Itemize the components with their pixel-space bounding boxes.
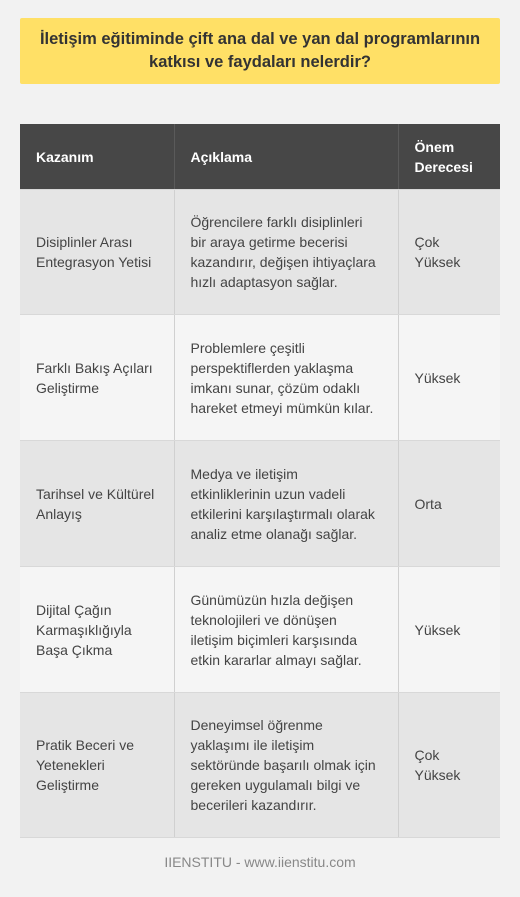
table-header-row (20, 124, 500, 190)
cell-aciklama: Günümüzün hızla değişen teknolojileri ve dönüşen iletişim biçimleri karşısında etkin kararlar almayı sağlar. (174, 567, 398, 693)
header-onem-derecesi: Önem Derecesi (398, 124, 500, 190)
cell-onem: Yüksek (398, 315, 500, 441)
table-row (20, 315, 500, 441)
comparison-table (20, 124, 500, 838)
cell-onem: Çok Yüksek (398, 693, 500, 838)
cell-kazanim: Tarihsel ve Kültürel Anlayış (20, 441, 174, 567)
cell-onem: Orta (398, 441, 500, 567)
cell-aciklama: Medya ve iletişim etkinliklerinin uzun vadeli etkilerini karşılaştırmalı olarak analiz etme olanağı sağlar. (174, 441, 398, 567)
cell-kazanim: Disiplinler Arası Entegrasyon Yetisi (20, 190, 174, 315)
footer-credit: IIENSTITU - www.iienstitu.com (164, 854, 356, 870)
page-title: İletişim eğitiminde çift ana dal ve yan dal programlarının katkısı ve faydaları nelerdir? (39, 30, 481, 71)
cell-aciklama: Öğrencilere farklı disiplinleri bir araya getirme becerisi kazandırır, değişen ihtiyaçlara hızlı adaptasyon sağlar. (174, 190, 398, 315)
cell-kazanim: Pratik Beceri ve Yetenekleri Geliştirme (20, 693, 174, 838)
cell-aciklama: Problemlere çeşitli perspektiflerden yaklaşma imkanı sunar, çözüm odaklı hareket etmeyi mümkün kılar. (174, 315, 398, 441)
table-row (20, 190, 500, 315)
cell-kazanim: Farklı Bakış Açıları Geliştirme (20, 315, 174, 441)
cell-onem: Çok Yüksek (398, 190, 500, 315)
table-row (20, 567, 500, 693)
table-row (20, 693, 500, 838)
title-banner (20, 18, 500, 84)
cell-kazanim: Dijital Çağın Karmaşıklığıyla Başa Çıkma (20, 567, 174, 693)
cell-aciklama: Deneyimsel öğrenme yaklaşımı ile iletişim sektöründe başarılı olmak için gereken uygulamalı bilgi ve becerileri kazandırır. (174, 693, 398, 838)
header-aciklama: Açıklama (174, 124, 398, 190)
header-kazanim: Kazanım (20, 124, 174, 190)
cell-onem: Yüksek (398, 567, 500, 693)
table-row (20, 441, 500, 567)
